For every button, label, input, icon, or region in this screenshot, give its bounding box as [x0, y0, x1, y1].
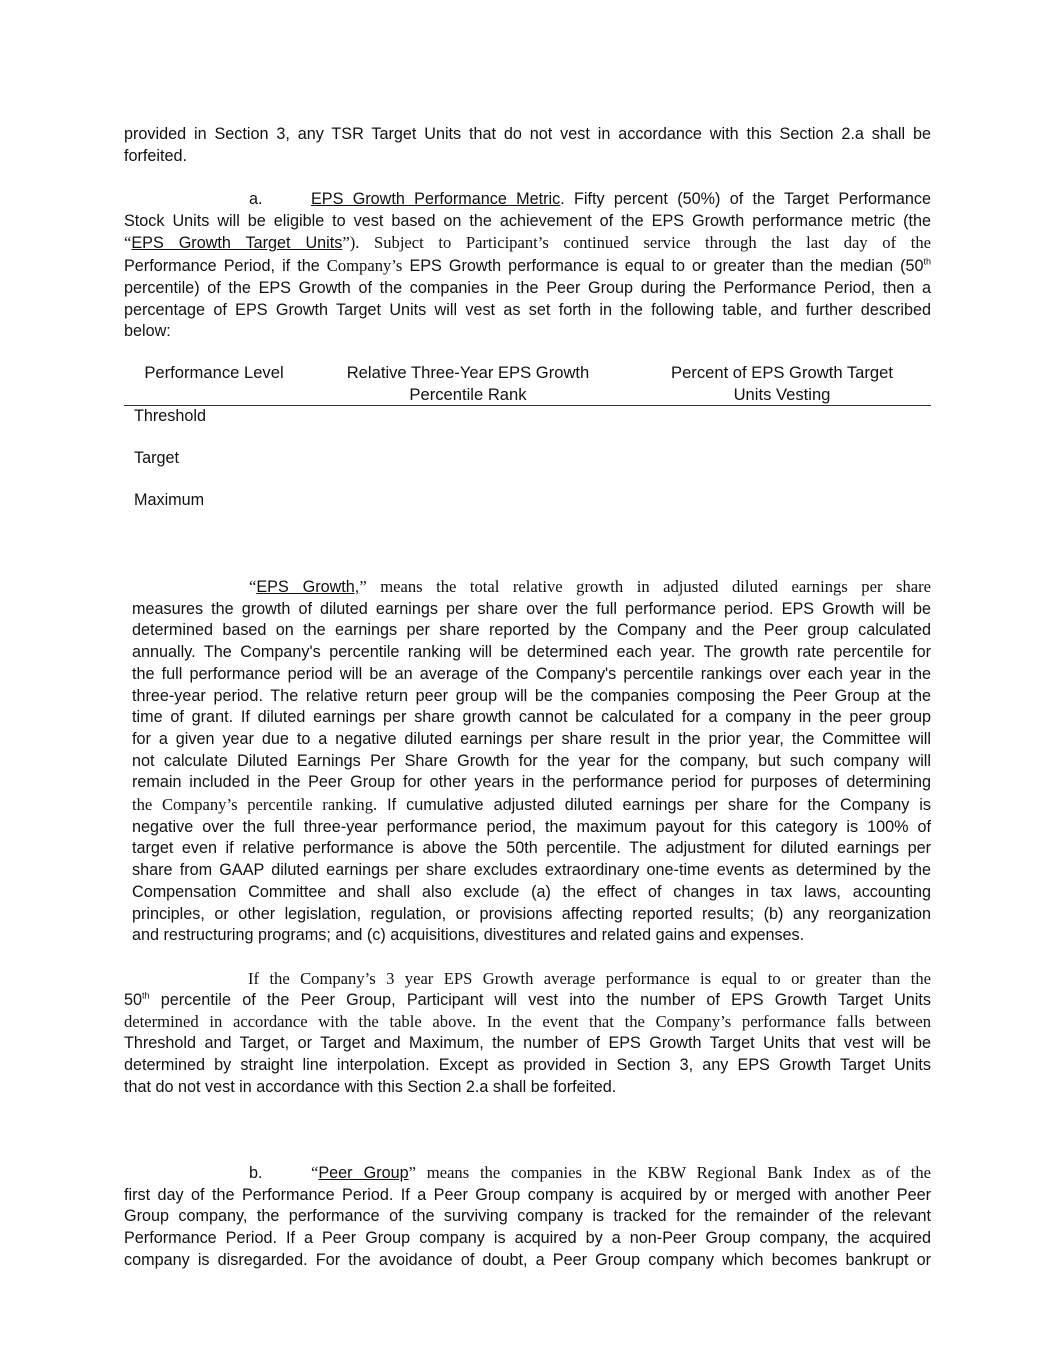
vesting-paragraph	[124, 968, 931, 1098]
text-line: company is disregarded. For the avoidance of doubt, a Peer Group company which becomes bankrupt or	[124, 1250, 931, 1269]
text-line: If the Company’s 3 year EPS Growth average performance is equal to or greater than the	[248, 969, 931, 988]
text-line: percentile) of the EPS Growth of the companies in the Peer Group during the Performance Period, then a	[124, 278, 931, 297]
text-run: ” means the companies in the KBW Regional Bank Index as of the	[408, 1163, 931, 1182]
table-header-percentile-rank	[320, 362, 616, 405]
section-b-paragraph	[124, 1162, 931, 1272]
text-line	[124, 1162, 931, 1185]
table-row-target: Target	[134, 449, 179, 467]
text-line: Compensation Committee and shall also exclude (a) the effect of changes in tax laws, accounting	[132, 882, 931, 901]
text-line	[132, 576, 931, 599]
text-line: measures the growth of diluted earnings per share over the full performance period. EPS Growth will be	[132, 599, 931, 618]
text-run: . Fifty percent (50%) of the Target Performance	[560, 190, 932, 208]
text-line	[124, 232, 931, 255]
superscript: th	[142, 990, 150, 1001]
text-run: percentile of the Peer Group, Participant will vest into the number of EPS Growth Target Units	[149, 990, 931, 1009]
table-header-percent-vesting	[634, 362, 930, 405]
text-line	[124, 990, 931, 1012]
table-header-performance-level	[124, 362, 304, 384]
text-line	[124, 189, 931, 211]
defined-term-eps-growth-target-units: EPS Growth Target Units	[131, 234, 343, 253]
text-run: If cumulative adjusted diluted earnings per share for the Company is	[377, 796, 931, 815]
table-header-text: Percentile Rank	[409, 384, 527, 404]
text-line: Group company, the performance of the surviving company is tracked for the remainder of the relevant	[124, 1207, 931, 1226]
text-line: remain included in the Peer Group for other years in the performance period for purposes of determining	[132, 773, 931, 792]
text-line: Threshold and Target, or Target and Maximum, the number of EPS Growth Target Units that vest will be	[124, 1034, 931, 1053]
text-run: the Company’s percentile ranking.	[132, 795, 378, 815]
text-run: ” means the total relative growth in adjusted diluted earnings per share	[359, 577, 931, 596]
text-line: annually. The Company's percentile ranking will be determined each year. The growth rate percentile for	[132, 643, 931, 662]
text-run: “	[124, 233, 132, 253]
text-run: Performance Period, if the	[124, 257, 327, 276]
text-line: and restructuring programs; and (c) acquisitions, divestitures and related gains and expenses.	[132, 926, 805, 945]
section-a-marker: a.	[249, 190, 263, 208]
eps-growth-definition	[132, 576, 931, 947]
text-line: target even if relative performance is above the 50th percentile. The adjustment for diluted earnings per	[132, 839, 931, 858]
section-a-heading: EPS Growth Performance Metric	[311, 190, 561, 208]
text-line: determined in accordance with the table above. In the event that the Company’s performance falls between	[124, 1012, 931, 1032]
text-line: not calculate Diluted Earnings Per Share Growth for the year for the company, but such company will	[132, 751, 931, 770]
text-line: share from GAAP diluted earnings per share excludes extraordinary one-time events as determined by the	[132, 861, 931, 880]
superscript: th	[923, 256, 931, 267]
text-line: first day of the Performance Period. If a Peer Group company is acquired by or merged with another Peer	[124, 1185, 931, 1204]
defined-term-peer-group: Peer Group	[318, 1164, 409, 1182]
text-line: three-year period. The relative return peer group will be the companies composing the Peer Group at the	[132, 686, 931, 705]
text-line: determined based on the earnings per share reported by the Company and the Peer group calculated	[132, 621, 931, 640]
table-header-text: Percent of EPS Growth Target	[671, 363, 893, 382]
text-line: below:	[124, 322, 171, 341]
text-line: negative over the full three-year performance period, the maximum payout for this category is 100% of	[132, 817, 931, 836]
text-line: that do not vest in accordance with this Section 2.a shall be forfeited.	[124, 1077, 617, 1096]
text-line: forfeited.	[124, 146, 187, 165]
text-run: EPS Growth performance is equal to or greater than the median (50	[402, 257, 924, 276]
text-line	[124, 255, 931, 278]
continuation-paragraph	[124, 124, 931, 167]
section-b-marker: b.	[249, 1164, 263, 1182]
text-run: Company’s	[326, 256, 403, 276]
text-run: “	[311, 1163, 319, 1182]
text-line: provided in Section 3, any TSR Target Units that do not vest in accordance with this Section 2.a shall be	[124, 125, 931, 143]
text-run: 50	[124, 990, 143, 1009]
text-run: “	[249, 577, 257, 596]
text-line: time of grant. If diluted earnings per share growth cannot be calculated for a company in the peer group	[132, 708, 931, 727]
table-row-threshold: Threshold	[134, 407, 206, 425]
table-header-text: Performance Level	[144, 363, 284, 382]
text-line: determined by straight line interpolation. Except as provided in Section 3, any EPS Growth Target Units	[124, 1055, 931, 1074]
table-header-text: Units Vesting	[733, 384, 831, 404]
text-line: Performance Period. If a Peer Group company is acquired by a non-Peer Group company, the acquired	[124, 1229, 931, 1248]
text-line	[132, 794, 931, 817]
text-line: percentage of EPS Growth Target Units will vest as set forth in the following table, and further described	[124, 300, 931, 319]
defined-term-eps-growth: EPS Growth,	[256, 578, 360, 596]
text-run: ”). Subject to Participant’s continued service through the last day of the	[342, 233, 931, 253]
text-line: Stock Units will be eligible to vest based on the achievement of the EPS Growth performance metric (the	[124, 211, 931, 230]
text-line: for a given year due to a negative diluted earnings per share result in the prior year, the Committee will	[132, 729, 931, 748]
text-line: the full performance period will be an average of the Company's percentile rankings over each year in the	[132, 664, 931, 683]
section-a-paragraph	[124, 189, 931, 343]
table-header-text: Relative Three-Year EPS Growth	[346, 363, 590, 382]
text-line: principles, or other legislation, regulation, or provisions affecting reported results; (b) any reorganization	[132, 904, 931, 923]
table-header-rule	[124, 405, 931, 406]
table-row-maximum: Maximum	[134, 491, 205, 509]
